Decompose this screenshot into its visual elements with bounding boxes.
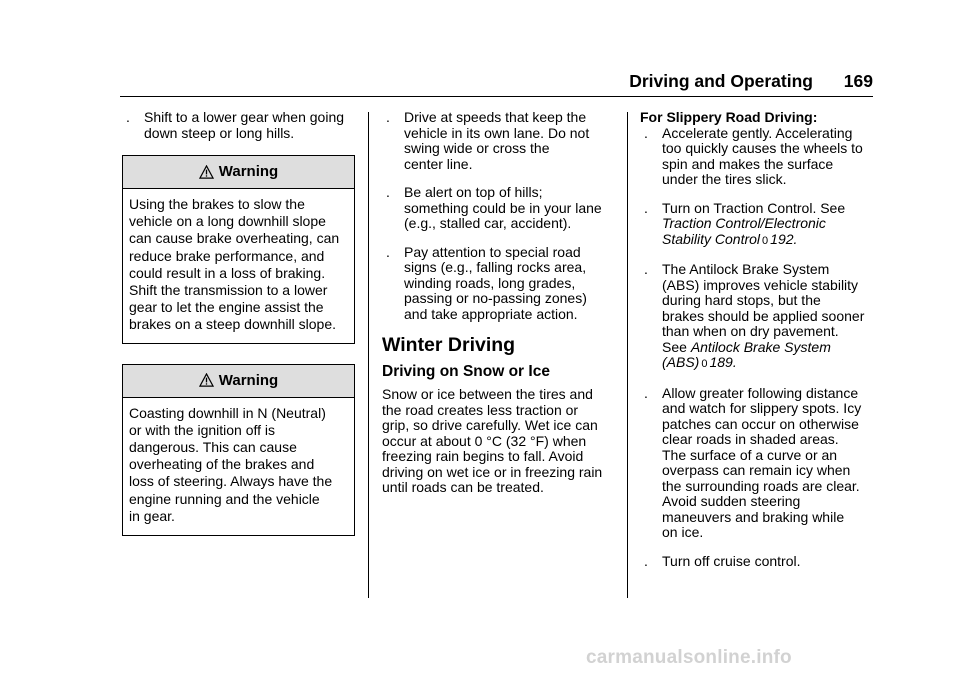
page-number: 169 (843, 71, 873, 91)
column-3 (640, 110, 880, 582)
bullet-line: swing wide or cross the (404, 140, 550, 156)
warning-text (123, 189, 354, 343)
warning-line: or with the ignition off is (129, 421, 276, 438)
warning-line: loss of steering. Always have the (129, 473, 333, 490)
cross-reference[interactable]: Traction Control/Electronic (662, 215, 826, 231)
warning-line: gear to let the engine assist the (129, 299, 324, 316)
bullet-item (382, 110, 614, 172)
bullet-item (382, 245, 614, 323)
column-2 (382, 110, 614, 496)
punctuation: . (732, 354, 737, 370)
bullet-line: Avoid sudden steering (662, 493, 801, 509)
bullet-marker: . (386, 109, 390, 125)
bullet-item (640, 554, 880, 570)
warning-line: in gear. (129, 507, 175, 524)
watermark: carmanualsonline.info (586, 647, 792, 668)
bullet-line: center line. (404, 155, 473, 172)
bullet-line: under the tires slick. (662, 171, 787, 187)
bullet-line: brakes should be applied sooner (662, 307, 865, 324)
warning-header (123, 365, 354, 398)
bullet-line: passing or no-passing zones) (404, 290, 587, 306)
bullet-line: Pay attention to special road (404, 243, 581, 260)
paragraph (382, 387, 614, 496)
warning-box (122, 364, 355, 536)
bullet-line: Turn off cruise control. (662, 552, 801, 569)
bullet-item (640, 201, 880, 250)
warning-line: brakes on a steep downhill slope. (129, 316, 337, 333)
bullet-marker: . (126, 109, 130, 125)
bullet-line: during hard stops, but the (662, 292, 821, 308)
warning-line: Shift the transmission to a lower (129, 282, 328, 299)
column-divider-1 (368, 112, 369, 598)
warning-line: reduce brake performance, and (129, 247, 325, 264)
warning-text (123, 398, 354, 535)
bullet-item (122, 110, 355, 141)
bullet-marker: . (386, 184, 390, 200)
bullet-line: (ABS) improves vehicle stability (662, 276, 859, 293)
warning-title: Warning (218, 371, 279, 389)
bullet-line: maneuvers and braking while (662, 508, 845, 525)
column-divider-2 (627, 112, 628, 598)
warning-title: Warning (218, 163, 279, 181)
warning-header (123, 156, 354, 189)
subsection-heading: Driving on Snow or Ice (382, 362, 550, 380)
cross-reference[interactable]: Stability Control (662, 230, 761, 247)
bullet-line: signs (e.g., falling rocks area, (404, 259, 587, 275)
bullet-marker: . (386, 243, 390, 260)
header-rule (120, 96, 873, 97)
warning-triangle-icon (199, 165, 214, 180)
bullet-line: overpass can remain icy when (662, 462, 851, 478)
bullet-item (382, 185, 614, 232)
column-1 (122, 110, 355, 536)
bullet-line: Be alert on top of hills; (404, 184, 543, 200)
warning-line: dangerous. This can cause (129, 439, 297, 456)
paragraph-line: Snow or ice between the tires and (382, 386, 593, 402)
bullet-line: Accelerate gently. Accelerating (662, 124, 853, 141)
bullet-line: something could be in your lane (404, 199, 602, 216)
warning-line: can cause brake overheating, can (129, 230, 340, 247)
warning-line: vehicle on a long downhill slope (129, 213, 326, 230)
bullet-line: the surrounding roads are clear. (662, 477, 860, 494)
section-title: Driving and Operating (629, 71, 813, 91)
warning-line: could result in a loss of braking. (129, 264, 326, 281)
warning-line: engine running and the vehicle (129, 490, 320, 507)
bullet-line: and watch for slippery spots. Icy (662, 400, 862, 416)
bullet-line: Turn on Traction Control. See (662, 199, 846, 216)
bullet-line: Drive at speeds that keep the (404, 109, 587, 125)
paragraph-line: driving on wet ice or in freezing rain (382, 463, 603, 480)
warning-line: Coasting downhill in N (Neutral) (129, 404, 326, 421)
bullet-marker: . (644, 124, 648, 141)
cross-reference[interactable]: Antilock Brake System (690, 338, 831, 355)
paragraph-line: grip, so drive carefully. Wet ice can (382, 417, 598, 433)
bullet-line: spin and makes the surface (662, 155, 834, 172)
page-arrow-icon: 0 (762, 234, 769, 247)
bullet-line: Allow greater following distance (662, 384, 859, 401)
bullet-line: than when on dry pavement. (662, 323, 839, 339)
bullet-line: The surface of a curve or an (662, 446, 838, 463)
bullet-item (640, 386, 880, 541)
punctuation: . (793, 230, 798, 247)
bullet-line: down steep or long hills. (144, 124, 295, 141)
bullet-marker: . (644, 552, 648, 569)
page-header (120, 68, 873, 98)
bullet-item (640, 262, 880, 373)
cross-reference[interactable]: (ABS) (662, 354, 700, 370)
warning-triangle-icon (199, 373, 214, 388)
page-reference[interactable]: 192 (770, 230, 794, 247)
bullet-marker: . (644, 199, 648, 216)
bullet-line: Shift to a lower gear when going (144, 109, 345, 125)
warning-line: Using the brakes to slow the (129, 196, 305, 212)
list-heading: For Slippery Road Driving: (640, 109, 818, 125)
bullet-marker: . (644, 261, 648, 277)
warning-box (122, 155, 355, 344)
see-label: See (662, 338, 687, 355)
bullet-line: vehicle in its own lane. Do not (404, 124, 590, 141)
bullet-line: (e.g., stalled car, accident). (404, 215, 572, 231)
bullet-line: too quickly causes the wheels to (662, 140, 863, 156)
bullet-item (640, 126, 880, 188)
bullet-line: The Antilock Brake System (662, 261, 830, 277)
bullet-marker: . (644, 384, 648, 401)
paragraph-line: the road creates less traction or (382, 401, 579, 418)
section-heading: Winter Driving (382, 334, 516, 356)
page-arrow-icon: 0 (701, 358, 708, 370)
paragraph-line: freezing rain begins to fall. Avoid (382, 448, 584, 464)
bullet-line: and take appropriate action. (404, 305, 578, 322)
page-reference[interactable]: 189 (709, 354, 733, 370)
bullet-line: patches can occur on otherwise (662, 415, 859, 432)
paragraph-line: until roads can be treated. (382, 479, 544, 495)
paragraph-line: occur at about 0 °C (32 °F) when (382, 432, 587, 449)
warning-line: overheating of the brakes and (129, 456, 315, 473)
bullet-line: winding roads, long grades, (404, 274, 576, 291)
bullet-line: clear roads in shaded areas. (662, 431, 839, 447)
bullet-line: on ice. (662, 524, 704, 540)
